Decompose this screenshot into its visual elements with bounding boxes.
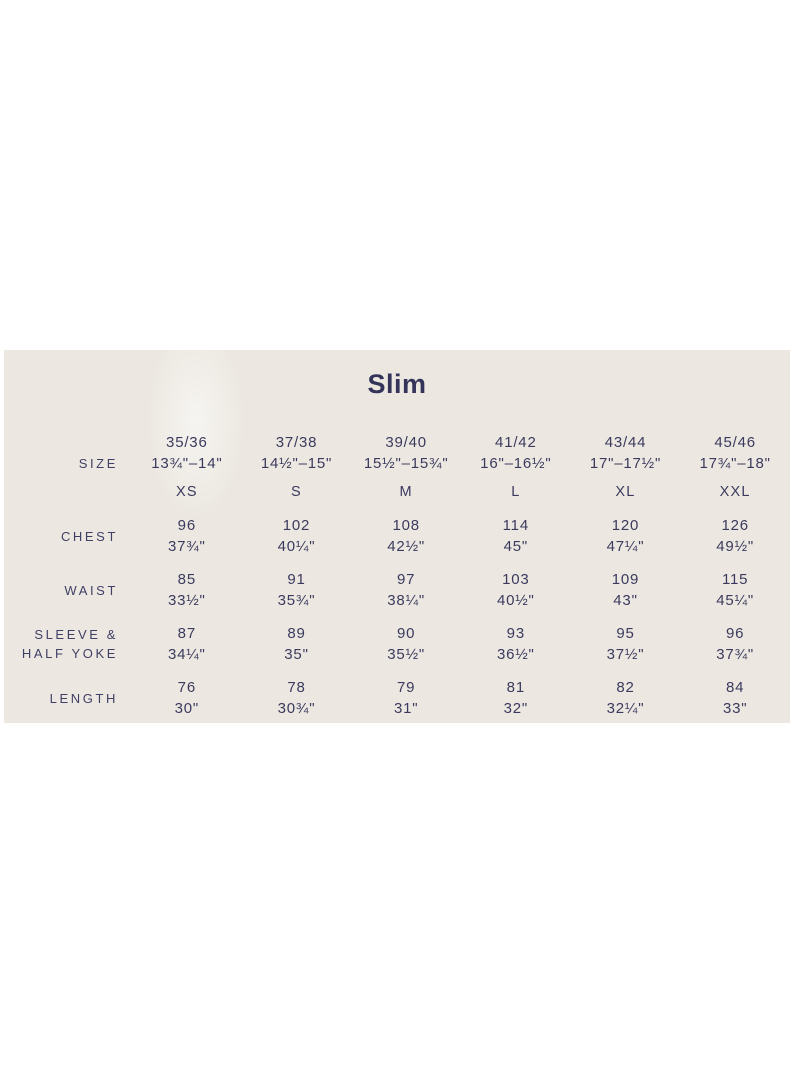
cm-value: 95 (616, 625, 635, 642)
cm-value: 78 (287, 679, 306, 696)
letter-size-row (4, 482, 790, 503)
inch-value: 38¼" (387, 592, 426, 609)
letter-size: XL (615, 484, 636, 500)
sleeve-row (4, 623, 790, 665)
size-cell (351, 432, 461, 474)
cm-value: 84 (726, 679, 745, 696)
cm-value: 97 (397, 571, 416, 588)
cm-value: 76 (177, 679, 196, 696)
inch-value: 40¼" (277, 538, 316, 555)
inch-value: 43" (613, 592, 638, 609)
inch-value: 35" (284, 646, 309, 663)
inch-value: 37½" (606, 646, 645, 663)
size-header-row (4, 432, 790, 474)
row-label-sleeve-line2: HALF YOKE (21, 646, 118, 661)
cm-value: 96 (177, 517, 196, 534)
inch-value: 42½" (387, 538, 426, 555)
length-cell (242, 677, 352, 719)
sleeve-cell (680, 623, 790, 665)
waist-cell (351, 569, 461, 611)
size-cell (461, 432, 571, 474)
chest-cell (571, 515, 681, 557)
chart-title: Slim (367, 369, 427, 399)
cm-value: 91 (287, 571, 306, 588)
cm-value: 89 (287, 625, 306, 642)
cm-value: 81 (506, 679, 525, 696)
sleeve-cell (242, 623, 352, 665)
cm-value: 102 (282, 517, 311, 534)
size-value: 41/42 (495, 434, 537, 451)
size-cell (242, 432, 352, 474)
inch-value: 45¼" (716, 592, 755, 609)
collar-range: 17¾"–18" (699, 455, 771, 472)
length-cell (461, 677, 571, 719)
cm-value: 103 (502, 571, 530, 588)
waist-cell (461, 569, 571, 611)
chest-cell (351, 515, 461, 557)
waist-cell (132, 569, 242, 611)
cm-value: 115 (721, 571, 749, 588)
row-label-chest: CHEST (60, 528, 118, 544)
inch-value: 45" (503, 538, 529, 555)
letter-size: L (511, 484, 521, 500)
inch-value: 32¼" (606, 700, 645, 717)
inch-value: 30¾" (277, 700, 316, 717)
collar-range: 15½"–15¾" (363, 455, 449, 472)
inch-value: 37¾" (716, 646, 755, 663)
cm-value: 87 (177, 625, 196, 642)
row-label-length: LENGTH (49, 690, 118, 706)
length-cell (351, 677, 461, 719)
cm-value: 82 (616, 679, 635, 696)
chest-cell (132, 515, 242, 557)
row-label-size: SIZE (78, 456, 118, 471)
cm-value: 79 (397, 679, 416, 696)
letter-size: M (399, 484, 413, 500)
inch-value: 32" (503, 700, 529, 717)
cm-value: 114 (502, 517, 529, 534)
sleeve-cell (351, 623, 461, 665)
inch-value: 33½" (167, 592, 206, 609)
size-cell (132, 432, 242, 474)
size-value: 39/40 (385, 434, 427, 451)
waist-cell (242, 569, 352, 611)
inch-value: 37¾" (167, 538, 206, 555)
inch-value: 33" (722, 700, 748, 717)
inch-value: 34¼" (167, 646, 206, 663)
letter-size: XXL (719, 484, 751, 500)
collar-range: 13¾"–14" (151, 455, 223, 472)
size-cell (680, 432, 790, 474)
inch-value: 35½" (387, 646, 426, 663)
cm-value: 120 (611, 517, 640, 534)
chest-cell (680, 515, 790, 557)
waist-cell (571, 569, 681, 611)
cm-value: 108 (392, 517, 420, 534)
length-cell (132, 677, 242, 719)
length-row (4, 677, 790, 719)
size-value: 35/36 (166, 434, 208, 451)
sleeve-cell (461, 623, 571, 665)
cm-value: 93 (506, 625, 525, 642)
cm-value: 85 (177, 571, 196, 588)
collar-range: 14½"–15" (260, 455, 333, 472)
inch-value: 36½" (496, 646, 535, 663)
length-cell (680, 677, 790, 719)
sleeve-cell (132, 623, 242, 665)
waist-row (4, 569, 790, 611)
chest-row (4, 515, 790, 557)
size-value: 43/44 (604, 434, 647, 451)
row-label-waist: WAIST (64, 582, 118, 598)
size-value: 45/46 (714, 434, 756, 451)
inch-value: 47¼" (606, 538, 645, 555)
cm-value: 96 (726, 625, 745, 642)
row-label-sleeve-half-yoke (4, 625, 132, 663)
size-chart-panel (4, 350, 790, 723)
row-label-sleeve-line1: SLEEVE & (34, 627, 118, 642)
cm-value: 109 (611, 571, 640, 588)
inch-value: 31" (393, 700, 419, 717)
letter-size: S (291, 484, 302, 500)
chest-cell (461, 515, 571, 557)
size-value: 37/38 (275, 434, 318, 451)
sleeve-cell (571, 623, 681, 665)
waist-cell (680, 569, 790, 611)
collar-range: 17"–17½" (589, 455, 662, 472)
inch-value: 30" (174, 700, 200, 717)
length-cell (571, 677, 681, 719)
inch-value: 35¾" (277, 592, 316, 609)
chest-cell (242, 515, 352, 557)
cm-value: 126 (721, 517, 749, 534)
size-cell (571, 432, 681, 474)
collar-range: 16"–16½" (480, 455, 552, 472)
cm-value: 90 (397, 625, 416, 642)
inch-value: 49½" (716, 538, 755, 555)
inch-value: 40½" (496, 592, 535, 609)
letter-size: XS (175, 484, 198, 500)
